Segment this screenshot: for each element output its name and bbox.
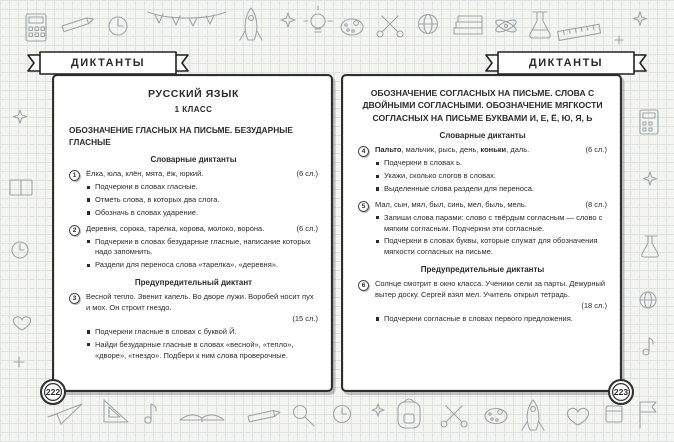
- task-item: [86, 237, 318, 259]
- doodle-globe-icon: [640, 292, 656, 308]
- exercise-text: [375, 279, 607, 312]
- exercise-1: [69, 169, 318, 219]
- doodle-backpack-icon: [398, 399, 420, 428]
- exercise-text: [86, 224, 318, 235]
- bullet-square-icon: [376, 162, 379, 165]
- task-text: Выделенные слова раздели для переноса.: [384, 183, 534, 193]
- dictation-words: Ёлка, юла, клён, мята, ёж, юркий.: [86, 169, 204, 179]
- dictation-words: , даль.: [506, 145, 530, 155]
- page-number-right: 223: [608, 379, 634, 405]
- doodle-globe-icon: [419, 15, 438, 34]
- word-count: (6 сл.): [585, 145, 607, 155]
- right-banner: [484, 49, 648, 77]
- doodle-ruler-icon: [558, 24, 601, 40]
- task-text: Запиши слова парами: слово с твёрдым согласным — слово с мягким согласным. Подчеркни эти согласные.: [384, 212, 603, 233]
- task-text: Укажи, сколько слогов в словах.: [384, 171, 496, 181]
- task-item: [375, 158, 607, 169]
- left-banner-label: ДИКТАНТЫ: [70, 57, 146, 69]
- section-title: ОБОЗНАЧЕНИЕ ГЛАСНЫХ НА ПИСЬМЕ. БЕЗУДАРНЫЕ ГЛАСНЫЕ: [69, 125, 293, 147]
- exercise-number-badge: 3: [69, 293, 80, 304]
- task-item: [86, 260, 318, 271]
- group-title: Предупредительный диктант: [134, 278, 253, 288]
- doodle-pencil-icon: [248, 409, 281, 422]
- doodle-clock-icon: [334, 406, 351, 423]
- dictation-words: , мальчик, рысь, день,: [401, 145, 481, 155]
- bullet-square-icon: [376, 187, 379, 190]
- word-count: (8 сл.): [585, 199, 607, 209]
- exercise-text: [86, 292, 318, 325]
- doodle-music-note-icon: [643, 338, 653, 355]
- doodle-book-icon: [10, 180, 32, 195]
- subject-title: РУССКИЙ ЯЗЫК: [148, 88, 239, 100]
- group-title: Предупредительные диктанты: [420, 265, 545, 275]
- doodle-sparkle-icon: [372, 404, 384, 416]
- task-text: Подчеркни в словах ь.: [384, 158, 463, 168]
- doodle-music-note-icon: [145, 404, 156, 423]
- task-text: Подчеркни в словах гласные.: [95, 182, 198, 192]
- doodle-clock-icon: [12, 242, 28, 258]
- doodle-calculator-icon: [640, 110, 658, 134]
- doodle-flag-icon: [640, 402, 656, 428]
- doodle-scissors-icon: [441, 406, 467, 427]
- task-text: Подчеркни в словах буквы, которые служат для обозначения мягкости согласных на письме.: [384, 236, 598, 257]
- bullet-square-icon: [87, 198, 90, 201]
- task-item: [375, 236, 607, 258]
- task-item: [375, 184, 607, 195]
- task-item: [86, 195, 318, 206]
- task-text: Подчеркни в словах безударные гласные, написание которых надо запомнить.: [95, 236, 311, 257]
- word-count: (6 сл.): [296, 223, 318, 233]
- doodle-heart-icon: [13, 317, 30, 330]
- exercise-number-badge: 4: [358, 146, 369, 157]
- bullet-square-icon: [87, 343, 90, 346]
- task-item: [375, 314, 607, 325]
- dictation-words: Солнце смотрит в окно класса. Ученики сели за парты. Дежурный вытер доску. Сергей взял мел. Учитель открыл тетрадь.: [375, 279, 606, 300]
- exercise-number-badge: 5: [358, 201, 369, 212]
- task-item: [86, 340, 318, 362]
- doodle-flask-icon: [642, 236, 659, 257]
- doodle-set-square-icon: [104, 400, 128, 422]
- exercise-6: [358, 279, 607, 325]
- dictation-words: Мал, сын, мял, был, синь, мел, быль, мель.: [375, 199, 527, 209]
- bullet-square-icon: [87, 186, 90, 189]
- doodle-sparkle-icon: [633, 12, 646, 25]
- task-item: [375, 171, 607, 182]
- task-item: [86, 208, 318, 219]
- exercise-2: [69, 224, 318, 272]
- task-text: Обозначь в словах ударение.: [95, 207, 199, 217]
- exercise-number-badge: 6: [358, 280, 369, 291]
- exercise-text: [375, 145, 607, 156]
- doodle-sparkle-icon: [281, 13, 295, 27]
- doodle-flag-garland-icon: [148, 12, 226, 26]
- word-count: (18 сл.): [581, 300, 607, 310]
- doodle-rocket-icon: [240, 8, 262, 40]
- dictation-words: Деревня, сорока, тарелка, корова, молоко, ворона.: [86, 223, 265, 233]
- exercise-text: [86, 169, 318, 180]
- task-text: Подчеркни гласные в словах с буквой Й.: [95, 326, 237, 336]
- bullet-square-icon: [87, 211, 90, 214]
- page-number-left: 222: [40, 379, 66, 405]
- task-text: Подчеркни согласные в словах первого предложения.: [384, 313, 573, 323]
- doodle-plus-icon: [615, 36, 623, 44]
- section-title: ОБОЗНАЧЕНИЕ СОГЛАСНЫХ НА ПИСЬМЕ. СЛОВА С ДВОЙНЫМИ СОГЛАСНЫМИ. ОБОЗНАЧЕНИЕ МЯГКОСТИ СОГЛАСНЫХ НА ПИСЬМЕ БУКВАМИ И, Е, Ё, Ю, Я, Ь: [362, 88, 603, 123]
- doodle-sparkle-icon: [13, 110, 26, 123]
- doodle-block-icon: [606, 406, 622, 422]
- exercise-5: [358, 200, 607, 258]
- group-title: Словарные диктанты: [150, 155, 237, 165]
- right-page: [341, 74, 622, 392]
- word-count: (6 сл.): [296, 169, 318, 179]
- doodle-pencil-icon: [62, 16, 94, 32]
- word-count: (15 сл.): [292, 313, 318, 323]
- dictation-words: Весной тепло. Звенит капель. Во дворе лужи. Воробей носит пух и мох. Он строит гнездо.: [86, 292, 314, 313]
- bullet-square-icon: [376, 317, 379, 320]
- left-page: [52, 74, 333, 392]
- left-banner: [26, 49, 190, 77]
- doodle-book-stack-icon: [454, 16, 482, 34]
- doodle-flask-icon: [530, 12, 550, 38]
- doodle-palette-icon: [341, 19, 363, 35]
- doodle-atom-icon: [494, 18, 517, 35]
- doodle-paper-plane-icon: [48, 404, 82, 424]
- dictation-word-bold: коньки: [480, 145, 507, 155]
- exercise-4: [358, 145, 607, 195]
- bullet-square-icon: [87, 264, 90, 267]
- doodle-lightbulb-icon: [304, 6, 332, 32]
- task-text: Раздели для переноса слова «тарелка», «деревня».: [95, 260, 279, 270]
- doodle-sparkle-icon: [643, 172, 656, 185]
- task-item: [375, 213, 607, 235]
- grade-title: 1 КЛАСС: [174, 105, 213, 114]
- task-text: Найди безударные гласные в словах «весной», «тепло», «дворе», «гнездо». Подбери к ним слова проверочные.: [95, 339, 294, 360]
- doodle-calculator-icon: [26, 14, 46, 41]
- exercise-3: [69, 292, 318, 361]
- doodle-open-book-icon: [180, 415, 224, 422]
- bullet-square-icon: [87, 240, 90, 243]
- doodle-scissors-icon: [377, 16, 403, 37]
- task-item: [86, 327, 318, 338]
- dictation-word-bold: Пальто: [375, 145, 402, 155]
- doodle-rocket-icon: [522, 400, 544, 430]
- doodle-magnifier-icon: [294, 406, 315, 427]
- bullet-square-icon: [376, 240, 379, 243]
- task-text: Отметь слова, в которых два слога.: [95, 194, 220, 204]
- exercise-number-badge: 2: [69, 225, 80, 236]
- exercise-text: [375, 200, 607, 211]
- group-title: Словарные диктанты: [439, 131, 526, 141]
- exercise-number-badge: 1: [69, 170, 80, 181]
- bullet-square-icon: [87, 330, 90, 333]
- task-item: [86, 182, 318, 193]
- right-banner-label: ДИКТАНТЫ: [528, 57, 604, 69]
- doodle-plus-icon: [14, 357, 24, 367]
- bullet-square-icon: [376, 216, 379, 219]
- doodle-palette-icon: [485, 409, 507, 424]
- doodle-clock-icon: [109, 17, 127, 35]
- bullet-square-icon: [376, 175, 379, 178]
- doodle-heart-icon: [567, 408, 588, 425]
